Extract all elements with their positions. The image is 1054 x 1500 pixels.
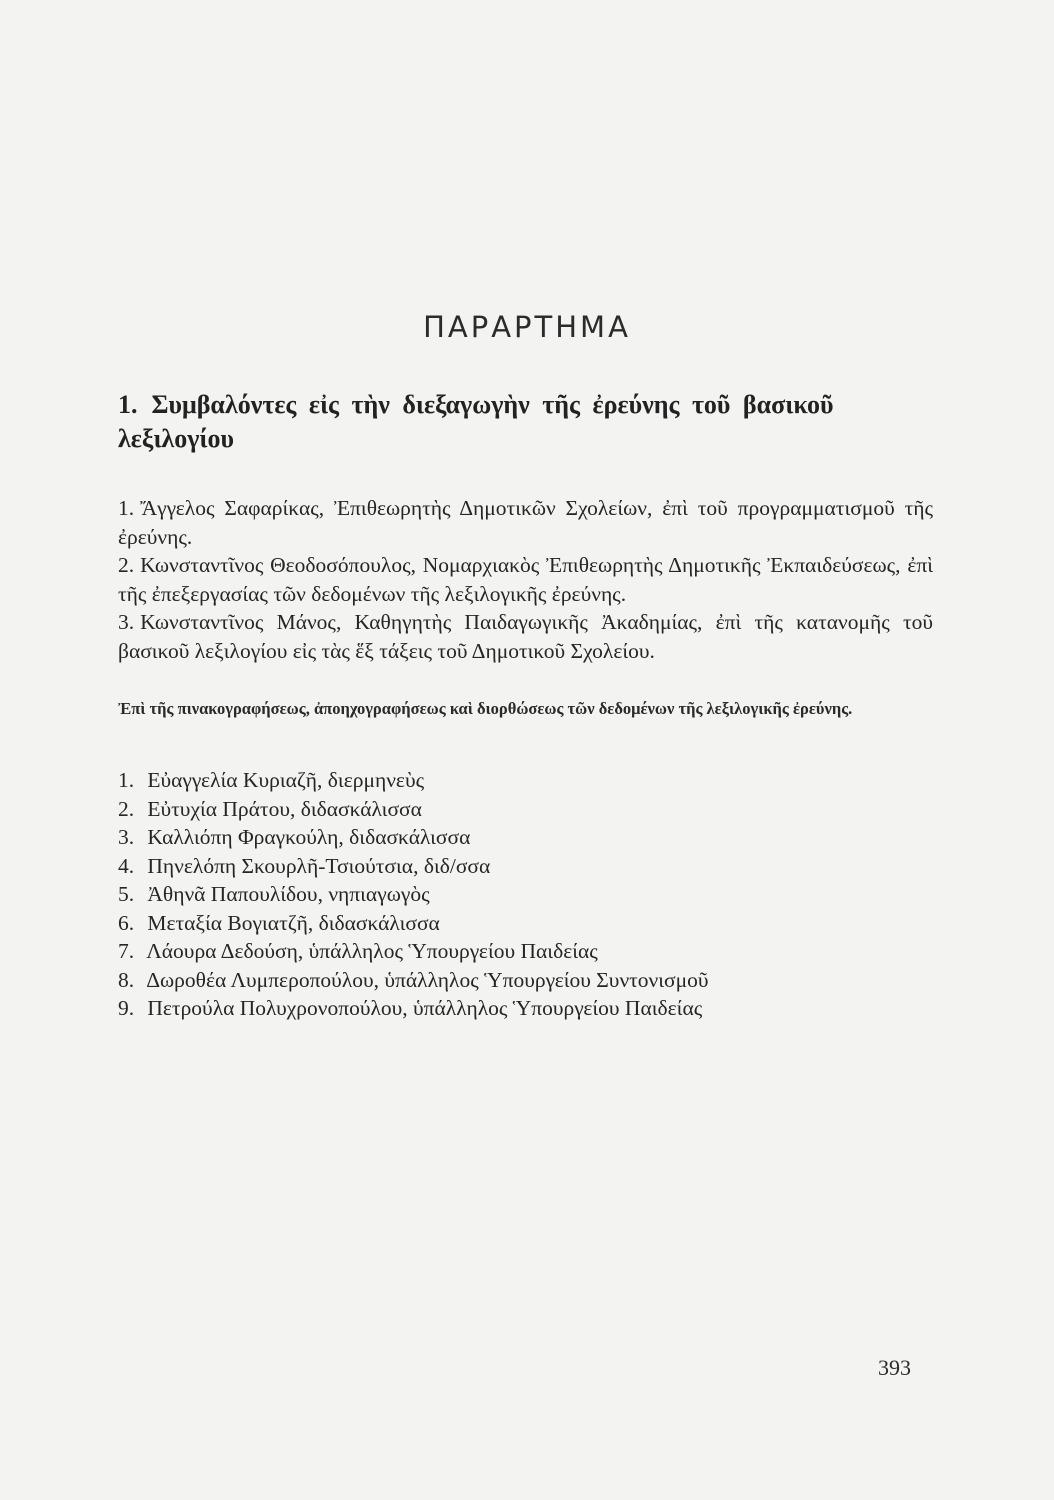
list-item	[118, 852, 933, 881]
page-number: 393	[878, 1355, 911, 1380]
item-number: 4.	[118, 853, 135, 878]
item-number: 6.	[118, 910, 135, 935]
item-text: Εὐτυχία Πράτου, διδασκάλισσα	[147, 796, 422, 821]
list-item	[118, 795, 933, 824]
item-text: Λάουρα Δεδούση, ὑπάλληλος Ὑπουργείου Παιδείας	[146, 939, 598, 963]
list-item	[118, 909, 933, 938]
item-text: Κωνσταντῖνος Μάνος, Καθηγητὴς Παιδαγωγικῆς Ἀκαδημίας, ἐπὶ τῆς κατανομῆς τοῦ βασικοῦ λεξιλογίου εἰς τὰς ἕξ τάξεις τοῦ Δημοτικοῦ Σχολείου.	[118, 610, 933, 663]
item-text: Ἀθηνᾶ Παπουλίδου, νηπιαγωγὸς	[147, 882, 430, 906]
sub-note: Ἐπὶ τῆς πινακογραφήσεως, ἀποηχογραφήσεως καὶ διορθώσεως τῶν δεδομένων τῆς λεξιλογικῆς ἐρεύνης.	[118, 699, 853, 718]
list-item	[118, 766, 933, 795]
item-number: 1.	[118, 496, 135, 520]
item-number: 8.	[118, 967, 135, 992]
item-number: 2.	[118, 553, 135, 577]
section-number: 1.	[118, 390, 138, 419]
section-heading-text: Συμβαλόντες εἰς τὴν διεξαγωγὴν τῆς ἐρεύνης τοῦ βασικοῦ λεξιλογίου	[118, 390, 834, 453]
list-item	[118, 823, 933, 852]
list-item	[118, 494, 933, 551]
contributors-list	[118, 494, 933, 665]
list-item	[118, 880, 933, 909]
item-number: 3.	[118, 610, 135, 634]
list-item	[118, 966, 933, 995]
section-heading	[118, 388, 933, 456]
list-item	[118, 994, 933, 1023]
item-number: 1.	[118, 768, 135, 792]
list-item	[118, 608, 933, 665]
item-number: 5.	[118, 882, 135, 906]
item-text: Πετρούλα Πολυχρονοπούλου, ὑπάλληλος Ὑπουργείου Παιδείας	[147, 996, 703, 1020]
item-text: Εὐαγγελία Κυριαζῆ, διερμηνεὺς	[147, 768, 425, 792]
item-number: 7.	[118, 939, 135, 963]
item-text: Μεταξία Βογιατζῆ, διδασκάλισσα	[147, 910, 440, 935]
item-number: 3.	[118, 825, 135, 849]
item-number: 9.	[118, 996, 135, 1020]
list-item	[118, 937, 933, 966]
item-text: Καλλιόπη Φραγκούλη, διδασκάλισσα	[147, 825, 471, 849]
item-text: Κωνσταντῖνος Θεοδοσόπουλος, Νομαρχιακὸς Ἐπιθεωρητὴς Δημοτικῆς Ἐκπαιδεύσεως, ἐπὶ τῆς ἐπεξεργασίας τῶν δεδομένων τῆς λεξιλογικῆς ἐρεύνης.	[118, 553, 933, 606]
item-text: Πηνελόπη Σκουρλῆ-Τσιούτσια, διδ/σσα	[147, 853, 491, 878]
staff-list	[118, 766, 933, 1023]
page-title: ΠΑΡΑΡΤΗΜΑ	[423, 310, 631, 344]
item-number: 2.	[118, 796, 135, 821]
list-item	[118, 551, 933, 608]
item-text: Δωροθέα Λυμπεροπούλου, ὑπάλληλος Ὑπουργείου Συντονισμοῦ	[146, 967, 709, 992]
item-text: Ἄγγελος Σαφαρίκας, Ἐπιθεωρητὴς Δημοτικῶν Σχολείων, ἐπὶ τοῦ προγραμματισμοῦ τῆς ἐρεύνης.	[118, 496, 933, 549]
